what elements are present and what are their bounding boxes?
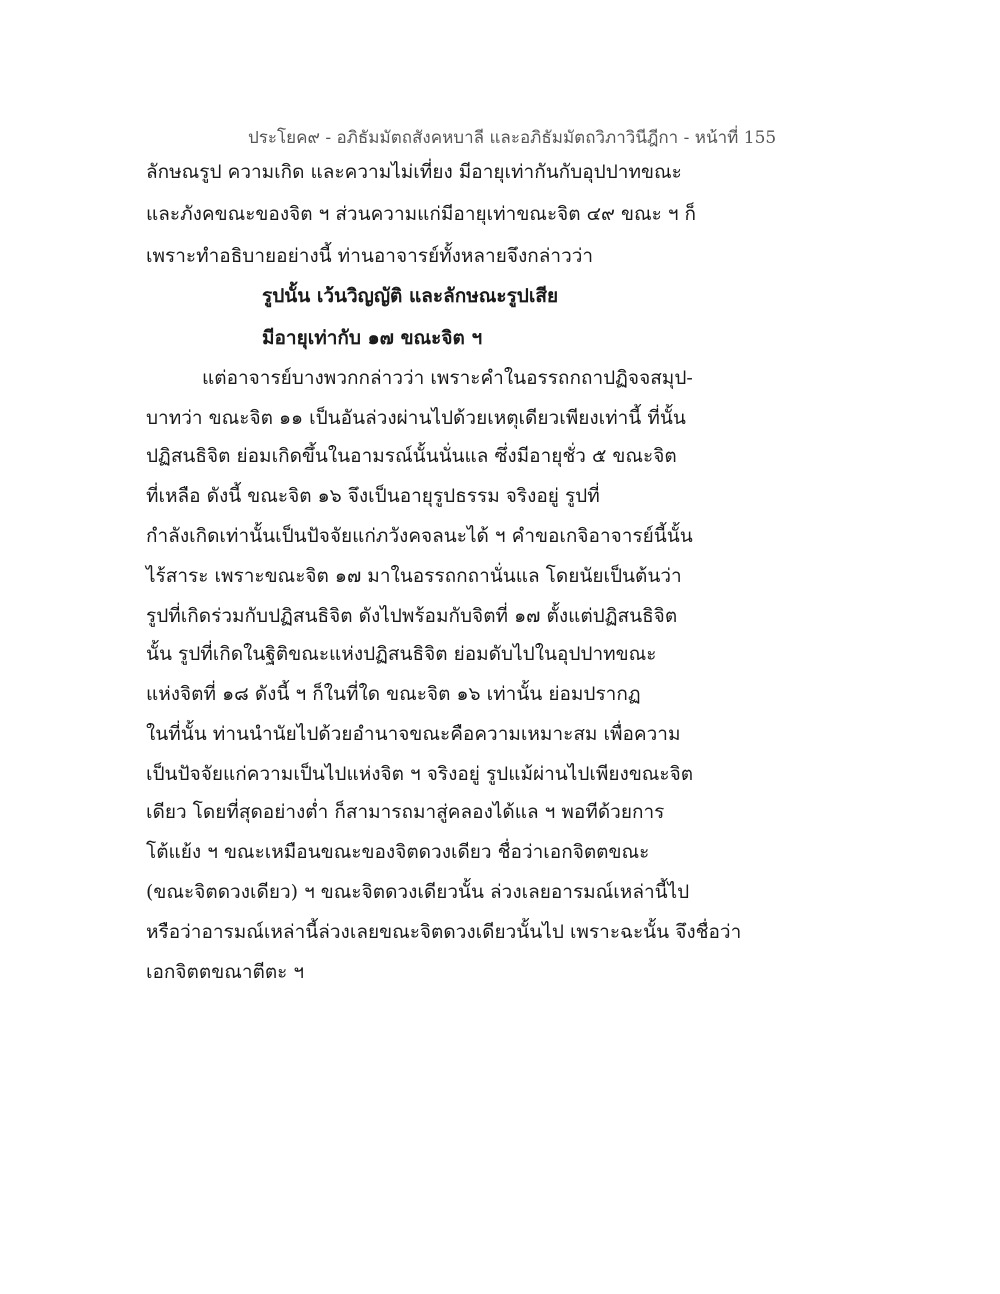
paragraph-line: หรือว่าอารมณ์เหล่านี้ล่วงเลยขณะจิตดวงเดียวนั้นไป เพราะฉะนั้น จึงชื่อว่า [146,921,742,943]
paragraph-line: โต้แย้ง ฯ ขณะเหมือนขณะของจิตดวงเดียว ชื่อว่าเอกจิตตขณะ [146,841,650,863]
paragraph-line: ปฏิสนธิจิต ย่อมเกิดขึ้นในอามรณ์นั้นนั่นแล ซึ่งมีอายุชั่ว ๕ ขณะจิต [146,445,677,467]
verse-line: มีอายุเท่ากับ ๑๗ ขณะจิต ฯ [262,327,483,349]
paragraph-line: แต่อาจารย์บางพวกกล่าวว่า เพราะคำในอรรถกถาปฏิจจสมุป- [202,367,693,389]
text-line: ลักษณรูป ความเกิด และความไม่เที่ยง มีอายุเท่ากันกับอุปปาทขณะ [146,161,682,183]
paragraph-line: (ขณะจิตดวงเดียว) ฯ ขณะจิตดวงเดียวนั้น ล่วงเลยอารมณ์เหล่านี้ไป [146,881,690,903]
paragraph-line: แห่งจิตที่ ๑๘ ดังนี้ ฯ ก็ในที่ใด ขณะจิต ๑๖ เท่านั้น ย่อมปรากฏ [146,683,641,705]
paragraph-line: รูปที่เกิดร่วมกับปฏิสนธิจิต ดังไปพร้อมกับจิตที่ ๑๗ ตั้งแต่ปฏิสนธิจิต [146,605,678,627]
verse-line: รูปนั้น เว้นวิญญัติ และลักษณะรูปเสีย [262,285,559,307]
paragraph-line: เอกจิตตขณาตีตะ ฯ [146,961,305,983]
paragraph-line: เป็นปัจจัยแก่ความเป็นไปแห่งจิต ฯ จริงอยู่ รูปแม้ผ่านไปเพียงขณะจิต [146,763,694,785]
text-line: เพราะทำอธิบายอย่างนี้ ท่านอาจารย์ทั้งหลายจึงกล่าวว่า [146,245,594,267]
paragraph-line: บาทว่า ขณะจิต ๑๑ เป็นอันล่วงผ่านไปด้วยเหตุเดียวเพียงเท่านี้ ที่นั้น [146,407,686,429]
paragraph-line: ที่เหลือ ดังนี้ ขณะจิต ๑๖ จึงเป็นอายุรูปธรรม จริงอยู่ รูปที่ [146,485,600,507]
text-line: และภังคขณะของจิต ฯ ส่วนความแก่มีอายุเท่าขณะจิต ๔๙ ขณะ ฯ ก็ [146,203,697,225]
paragraph-line: กำลังเกิดเท่านั้นเป็นปัจจัยแก่ภวังคจลนะได้ ฯ คำขอเกจิอาจารย์นี้นั้น [146,525,693,547]
paragraph-line: ในที่นั้น ท่านนำนัยไปด้วยอำนาจขณะคือความเหมาะสม เพื่อความ [146,723,681,745]
paragraph-line: เดียว โดยที่สุดอย่างต่ำ ก็สามารถมาสู่คลองได้แล ฯ พอทีด้วยการ [146,801,665,823]
page-header: ประโยค๙ - อภิธัมมัตถสังคหบาลี และอภิธัมมัตถวิภาวินีฎีกา - หน้าที่ 155 [248,128,777,148]
paragraph-line: ไร้สาระ เพราะขณะจิต ๑๗ มาในอรรถกถานั่นแล โดยนัยเป็นต้นว่า [146,565,682,587]
paragraph-line: นั้น รูปที่เกิดในฐิติขณะแห่งปฏิสนธิจิต ย่อมดับไปในอุปปาทขณะ [146,643,657,665]
